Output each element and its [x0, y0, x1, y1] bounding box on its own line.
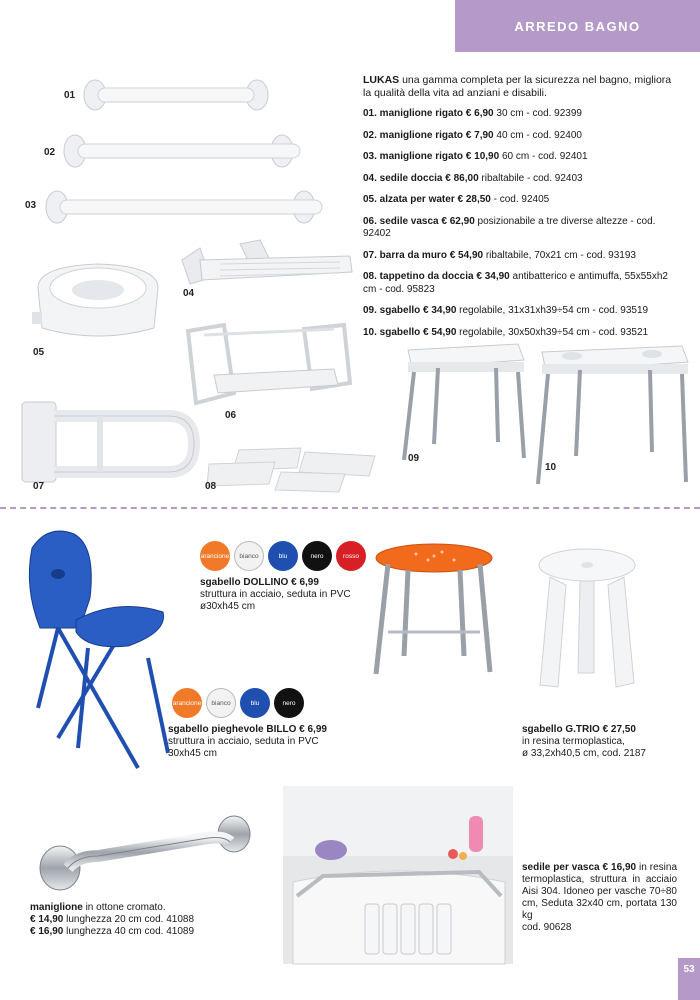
- grab-bar-02-image: [62, 133, 302, 169]
- product-name: 02. maniglione rigato € 7,90: [363, 129, 494, 141]
- maniglione-price-1: € 14,90: [30, 914, 64, 925]
- sedile-vasca-code: cod. 90628: [522, 922, 572, 933]
- dollino-stool-image: [366, 540, 501, 680]
- color-swatch-blue: blu: [240, 688, 270, 718]
- product-name: 09. sgabello € 34,90: [363, 305, 457, 316]
- maniglione-price-2: € 16,90: [30, 926, 64, 937]
- product-name: 06. sedile vasca € 62,90: [363, 215, 475, 227]
- image-label-08: 08: [205, 481, 217, 492]
- billo-line2: 30xh45 cm: [168, 748, 217, 759]
- image-label-03: 03: [25, 200, 37, 211]
- dollino-line1: struttura in acciaio, seduta in PVC: [200, 589, 351, 600]
- color-swatch-white: bianco: [234, 541, 264, 571]
- billo-line1: struttura in acciaio, seduta in PVC: [168, 736, 319, 747]
- dollino-color-swatches: [200, 541, 366, 571]
- bath-seat-06-image: [184, 323, 354, 405]
- shower-seat-04-image: [180, 238, 355, 288]
- product-item: [363, 108, 681, 121]
- color-swatch-blue: blu: [268, 541, 298, 571]
- trio-title: sgabello G.TRIO € 27,50: [522, 724, 636, 735]
- billo-color-swatches: [172, 688, 304, 718]
- intro-text: [363, 74, 678, 100]
- dollino-title: sgabello DOLLINO € 6,99: [200, 577, 319, 588]
- wall-bar-07-image: [18, 400, 198, 488]
- color-swatch-orange: arancione: [172, 688, 202, 718]
- sedile-vasca-title: sedile per vasca € 16,90: [522, 862, 637, 873]
- maniglione-title: maniglione: [30, 902, 83, 913]
- maniglione-title-rest: in ottone cromato.: [82, 902, 166, 913]
- product-item: [363, 327, 681, 340]
- product-item: [363, 151, 681, 164]
- intro-description: una gamma completa per la sicurezza nel bagno, migliora la qualità della vita ad anziani e disabili.: [363, 74, 672, 99]
- product-item: [363, 130, 681, 143]
- page-number: 53: [678, 958, 700, 1000]
- product-item: [363, 271, 681, 296]
- dollino-line2: ø30xh45 cm: [200, 601, 256, 612]
- trio-line1: in resina termoplastica,: [522, 736, 625, 747]
- toilet-riser-05-image: [28, 258, 168, 348]
- sedile-vasca-text: in resina termoplastica, struttura in acciaio Aisi 304. Idoneo per vasche 70÷80 cm, Seduta 32x40 cm, portata 130 kg: [522, 862, 678, 921]
- image-label-10: 10: [545, 462, 557, 473]
- trio-line2: ø 33,2xh40,5 cm, cod. 2187: [522, 748, 646, 759]
- image-label-09: 09: [408, 453, 420, 464]
- trio-description: [522, 724, 692, 760]
- section-divider: [0, 507, 700, 509]
- product-item: [363, 250, 681, 263]
- color-swatch-orange: arancione: [200, 541, 230, 571]
- product-detail: 30 cm - cod. 92399: [493, 108, 582, 119]
- trio-stool-image: [532, 545, 642, 695]
- dollino-description: [200, 577, 375, 613]
- maniglione-description: [30, 902, 270, 938]
- grab-bar-03-image: [44, 189, 324, 225]
- product-detail: antibatterico e antimuffa, 55x55xh2 cm - cod. 95823: [363, 271, 668, 295]
- color-swatch-white: bianco: [206, 688, 236, 718]
- color-swatch-black: nero: [302, 541, 332, 571]
- product-item: [363, 194, 681, 207]
- product-detail: ribaltabile - cod. 92403: [478, 172, 583, 184]
- image-label-06: 06: [225, 410, 237, 421]
- billo-title: sgabello pieghevole BILLO € 6,99: [168, 724, 327, 735]
- image-label-02: 02: [44, 147, 56, 158]
- section-header: ARREDO BAGNO: [455, 0, 700, 52]
- product-name: 03. maniglione rigato € 10,90: [363, 151, 500, 162]
- chrome-grab-bar-image: [38, 812, 258, 892]
- product-name: 01. maniglione rigato € 6,90: [363, 108, 494, 119]
- product-detail: ribaltabile, 70x21 cm - cod. 93193: [483, 249, 636, 261]
- maniglione-line1: lunghezza 20 cm cod. 41088: [63, 914, 195, 925]
- product-detail: 40 cm - cod. 92400: [493, 129, 582, 141]
- product-list: [363, 108, 681, 348]
- product-detail: regolabile, 31x31xh39÷54 cm - cod. 93519: [456, 305, 649, 316]
- billo-description: [168, 724, 358, 760]
- product-name: 08. tappetino da doccia € 34,90: [363, 271, 510, 282]
- image-label-01: 01: [64, 90, 76, 101]
- color-swatch-black: nero: [274, 688, 304, 718]
- product-item: [363, 173, 681, 186]
- image-label-07: 07: [33, 481, 45, 492]
- product-detail: posizionabile a tre diverse altezze - cod. 92402: [363, 215, 656, 239]
- product-item: [363, 216, 681, 241]
- image-label-04: 04: [183, 288, 195, 299]
- image-label-05: 05: [33, 347, 45, 358]
- sedile-vasca-description: [522, 862, 677, 934]
- product-detail: regolabile, 30x50xh39÷54 cm - cod. 93521: [456, 326, 649, 338]
- product-name: 04. sedile doccia € 86,00: [363, 172, 479, 184]
- stool-09-image: [398, 338, 528, 468]
- brand-name: LUKAS: [363, 74, 400, 86]
- maniglione-line2: lunghezza 40 cm cod. 41089: [63, 926, 195, 937]
- product-item: [363, 305, 681, 318]
- product-detail: - cod. 92405: [490, 194, 550, 205]
- product-name: 07. barra da muro € 54,90: [363, 249, 484, 261]
- grab-bar-01-image: [82, 78, 282, 112]
- bath-seat-photo: [283, 786, 513, 964]
- color-swatch-red: rosso: [336, 541, 366, 571]
- billo-stool-image: [18, 528, 168, 773]
- product-detail: 60 cm - cod. 92401: [499, 151, 588, 162]
- product-name: 05. alzata per water € 28,50: [363, 194, 491, 205]
- shower-mat-08-image: [205, 446, 383, 492]
- product-name: 10. sgabello € 54,90: [363, 326, 457, 338]
